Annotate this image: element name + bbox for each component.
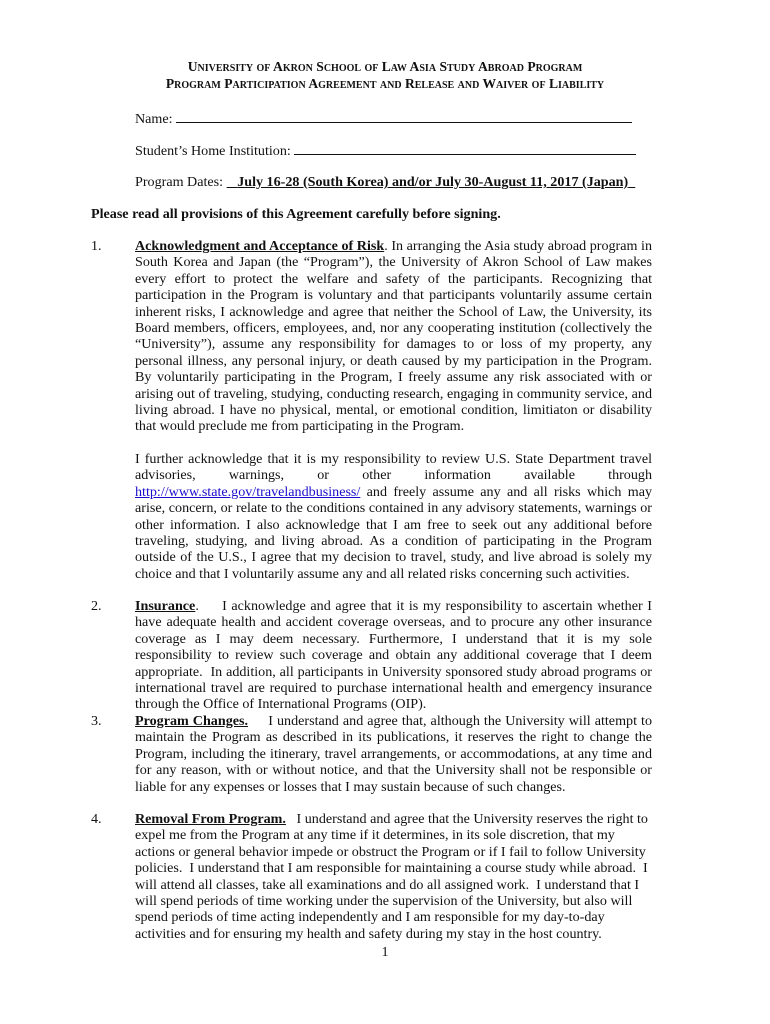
institution-field[interactable] [135,142,636,159]
section-text: I understand and agree that, although the University will attempt to maintain the Program as described in its publications, it reserves the right to change the Program, including the itinerary, travel arrangements, or accommodations, at any time and for any reason, with or without notice, and that the University shall not be responsible or liable for any expenses or losses that I may sustain because of such changes. [135,713,656,795]
name-label: Name: [135,111,173,127]
section-number: 2. [91,598,102,614]
section-number: 3. [91,713,102,729]
program-dates-value: July 16-28 (South Korea) and/or July 30-August 11, 2017 (Japan) [237,174,629,190]
institution-blank[interactable] [294,142,636,155]
instruction-text: Please read all provisions of this Agreement carefully before signing. [91,206,501,222]
section-text: I further acknowledge that it is my responsibility to review U.S. State Department travel advisories, warnings, or other information available through [135,450,652,484]
program-dates-label: Program Dates: [135,174,224,190]
section-heading: Removal From Program. [135,811,286,827]
program-dates-field [135,174,635,190]
section-text: . I acknowledge and agree that it is my responsibility to ascertain whether I have adequate health and accident coverage overseas, and to procure any other insurance coverage as I may deem necessary. Furthermore, I understand that it is my sole responsibility to review such coverage and obtain any additional coverage that I deem appropriate. In addition, all participants in University sponsored study abroad programs or international travel are required to purchase international health and emergency insurance through the Office of International Programs (OIP). [135,598,656,713]
section-1 [91,238,652,598]
section-3 [91,713,656,811]
section-heading: Program Changes. [135,713,249,729]
name-blank[interactable] [176,110,632,123]
document-subtitle: Program Participation Agreement and Release and Waiver of Liability [165,76,605,91]
institution-label: Student’s Home Institution: [135,143,291,159]
section-number: 4. [91,811,102,827]
state-dept-link[interactable]: http://www.state.gov/travelandbusiness/ [135,483,361,500]
document-title: University of Akron School of Law Asia Study Abroad Program [187,59,583,74]
section-text: . In arranging the Asia study abroad program in South Korea and Japan (the “Program”), the University of Akron School of Law makes every effort to protect the welfare and safety of the participants. Recognizing that participation in the Program is voluntary and that participants voluntarily assume certain inherent risks, I acknowledge and agree that neither the School of Law, the University, its Board members, officers, employees, and, nor any cooperating institution (collectively the “University”), assume any responsibility for damages to or loss of my property, any personal illness, any personal injury, or death caused by my participation in the Program. By voluntarily participating in the Program, I freely assume any risk associated with or arising out of traveling, studying, conducting research, engaging in community service, and living abroad. I have no physical, mental, or emotional condition, limitiaton or disability that would preclude me from participating in the Program. [135,238,652,435]
section-heading: Acknowledgment and Acceptance of Risk [135,238,385,254]
page-number: 1 [381,944,389,960]
section-text: and freely assume any and all risks which may arise, concern, or relate to the conditions contained in any advisory statements, warnings or other information. I also acknowledge that I am free to seek out any additional before traveling, studying, and living abroad. As a condition of participating in the Program outside of the U.S., I agree that my decision to travel, study, and live abroad is solely my choice and that I voluntarily assume any and all related risks concerning such activities. [135,483,652,582]
section-heading: Insurance [135,598,196,614]
section-number: 1. [91,238,102,254]
section-4 [91,811,652,958]
section-2 [91,598,656,729]
name-field[interactable] [135,110,632,127]
section-text: I understand and agree that the University reserves the right to expel me from the Program at any time if it determines, in its sole discretion, that my actions or general behavior impede or obstruct the Program or if I fail to follow University policies. I understand that I am responsible for maintaining a course study while abroad. I will attend all classes, take all examinations and do all assigned work. I understand that I will spend periods of time working under the supervision of the University, but also will spend periods of time acting independently and I am responsible for my day-to-day activities and for ensuring my health and safety during my stay in the host country. [135,811,652,942]
